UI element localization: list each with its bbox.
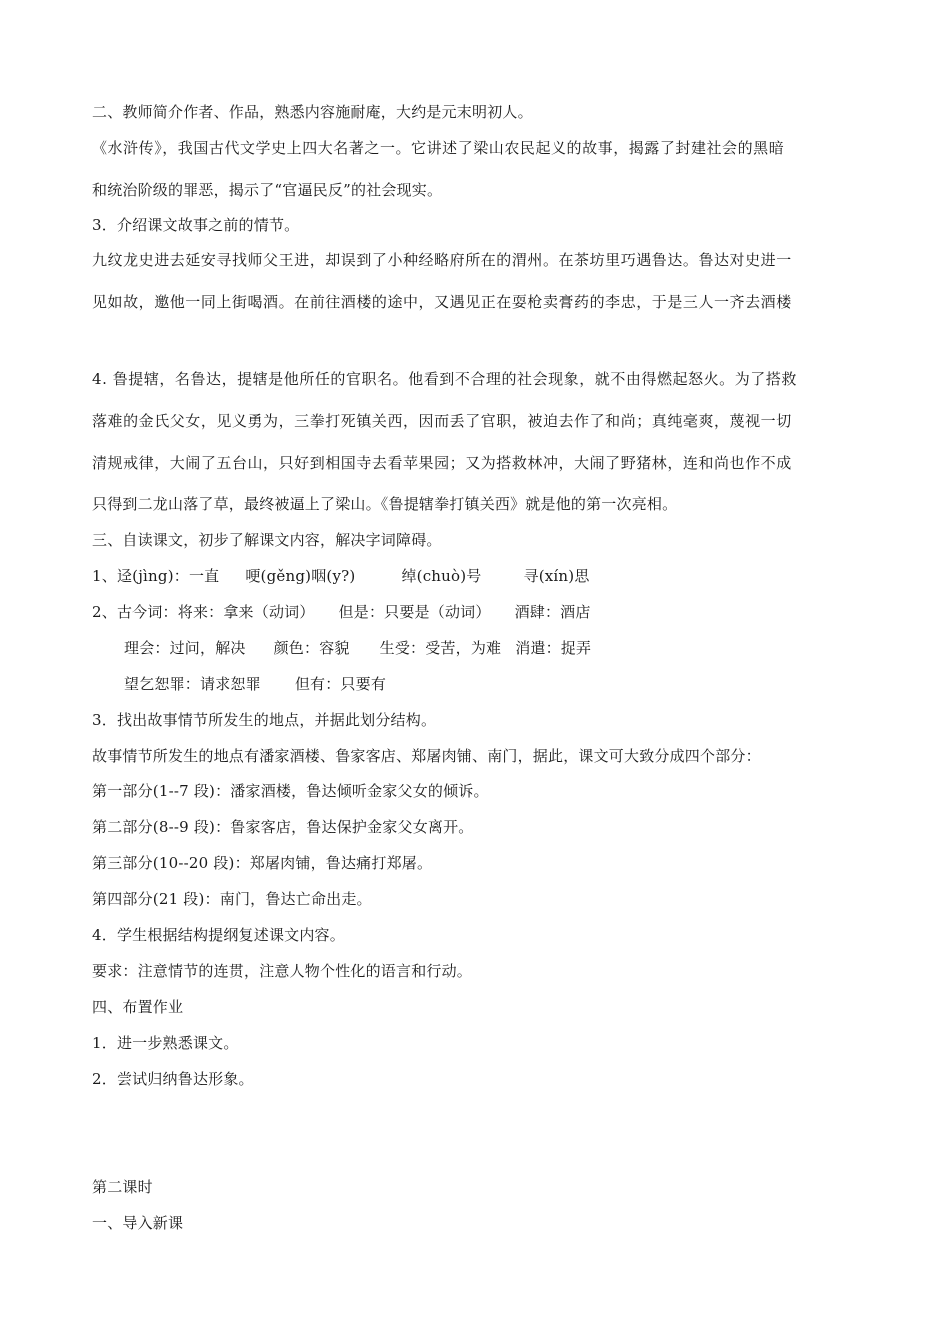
plot-paragraph-line-1: 九纹龙史进去延安寻找师父王进，却误到了小种经略府所在的渭州。在茶坊里巧遇鲁达。鲁达对史进一 bbox=[92, 251, 792, 269]
shuihu-paragraph-line-2: 和统治阶级的罪恶，揭示了“官逼民反”的社会现实。 bbox=[92, 181, 443, 199]
pinyin-geng: 哽(gěng)咽(y?) bbox=[245, 567, 356, 585]
shuihu-paragraph-line-1: 《水浒传》，我国古代文学史上四大名著之一。它讲述了梁山农民起义的故事，揭露了封建社会的黑暗 bbox=[92, 139, 785, 157]
homework-item-2: 2．尝试归纳鲁达形象。 bbox=[92, 1070, 254, 1088]
gujin-jianglai: 2、古今词：将来：拿来（动词） bbox=[92, 603, 315, 621]
item-3-locations: 3．找出故事情节所发生的地点，并据此划分结构。 bbox=[92, 711, 437, 729]
plot-paragraph-line-2: 见如故，邀他一同上街喝酒。在前往酒楼的途中，又遇见正在耍枪卖膏药的李忠，于是三人一齐去酒楼 bbox=[92, 293, 792, 311]
pinyin-row bbox=[92, 566, 590, 586]
gujin-lihui: 理会：过问，解决 bbox=[124, 639, 246, 657]
gujin-danshi: 但是：只要是（动词） bbox=[338, 603, 491, 621]
structure-part-3: 第三部分(10--20 段)：郑屠肉铺，鲁达痛打郑屠。 bbox=[92, 854, 433, 872]
section-self-read: 三、自读课文，初步了解课文内容，解决字词障碍。 bbox=[92, 531, 442, 549]
homework-item-1: 1．进一步熟悉课文。 bbox=[92, 1034, 239, 1052]
gujin-row-3 bbox=[124, 674, 386, 694]
section-homework: 四、布置作业 bbox=[92, 998, 184, 1016]
gujin-row-2 bbox=[124, 638, 591, 658]
gujin-wangqi: 望乞恕罪：请求恕罪 bbox=[124, 675, 261, 693]
luda-paragraph-line-3: 清规戒律，大闹了五台山，只好到相国寺去看苹果园；又为搭救林冲，大闹了野猪林，连和尚也作不成 bbox=[92, 454, 792, 472]
gujin-shengshou: 生受：受苦，为难 bbox=[379, 639, 502, 657]
section-intro-new: 一、导入新课 bbox=[92, 1214, 184, 1232]
luda-paragraph-line-4: 只得到二龙山落了草，最终被逼上了梁山。《鲁提辖拳打镇关西》就是他的第一次亮相。 bbox=[92, 495, 678, 513]
item-3-heading: 3．介绍课文故事之前的情节。 bbox=[92, 216, 300, 234]
gujin-xiaoqian: 消遣：捉弄 bbox=[515, 639, 592, 657]
locations-summary: 故事情节所发生的地点有潘家酒楼、鲁家客店、郑屠肉铺、南门，据此，课文可大致分成四个部分： bbox=[92, 747, 761, 765]
gujin-danyou: 但有：只要有 bbox=[294, 675, 387, 693]
section-intro-author: 二、教师简介作者、作品，熟悉内容施耐庵，大约是元末明初人。 bbox=[92, 103, 533, 121]
luda-paragraph-line-1: 4. 鲁提辖，名鲁达，提辖是他所任的官职名。他看到不合理的社会现象，就不由得燃起怒火。为了搭救 bbox=[92, 370, 797, 388]
second-lesson-heading: 第二课时 bbox=[92, 1178, 153, 1196]
pinyin-xin: 寻(xín)思 bbox=[523, 567, 590, 585]
structure-part-2: 第二部分(8--9 段)：鲁家客店，鲁达保护金家父女离开。 bbox=[92, 818, 474, 836]
pinyin-chuo: 绰(chuò)号 bbox=[401, 567, 482, 585]
structure-part-1: 第一部分(1--7 段)：潘家酒楼，鲁达倾听金家父女的倾诉。 bbox=[92, 782, 489, 800]
pinyin-jing: 1、迳(jìng)：一直 bbox=[92, 567, 220, 585]
luda-paragraph-line-2: 落难的金氏父女，见义勇为，三拳打死镇关西，因而丢了官职，被迫去作了和尚；真纯毫爽，蔑视一切 bbox=[92, 412, 792, 430]
gujin-jiusi: 酒肆：酒店 bbox=[514, 603, 591, 621]
gujin-row-1 bbox=[92, 602, 591, 622]
requirement-text: 要求：注意情节的连贯，注意人物个性化的语言和行动。 bbox=[92, 962, 473, 980]
item-4-retell: 4．学生根据结构提纲复述课文内容。 bbox=[92, 926, 345, 944]
structure-part-4: 第四部分(21 段)：南门，鲁达亡命出走。 bbox=[92, 890, 372, 908]
gujin-yanse: 颜色：容貌 bbox=[273, 639, 350, 657]
